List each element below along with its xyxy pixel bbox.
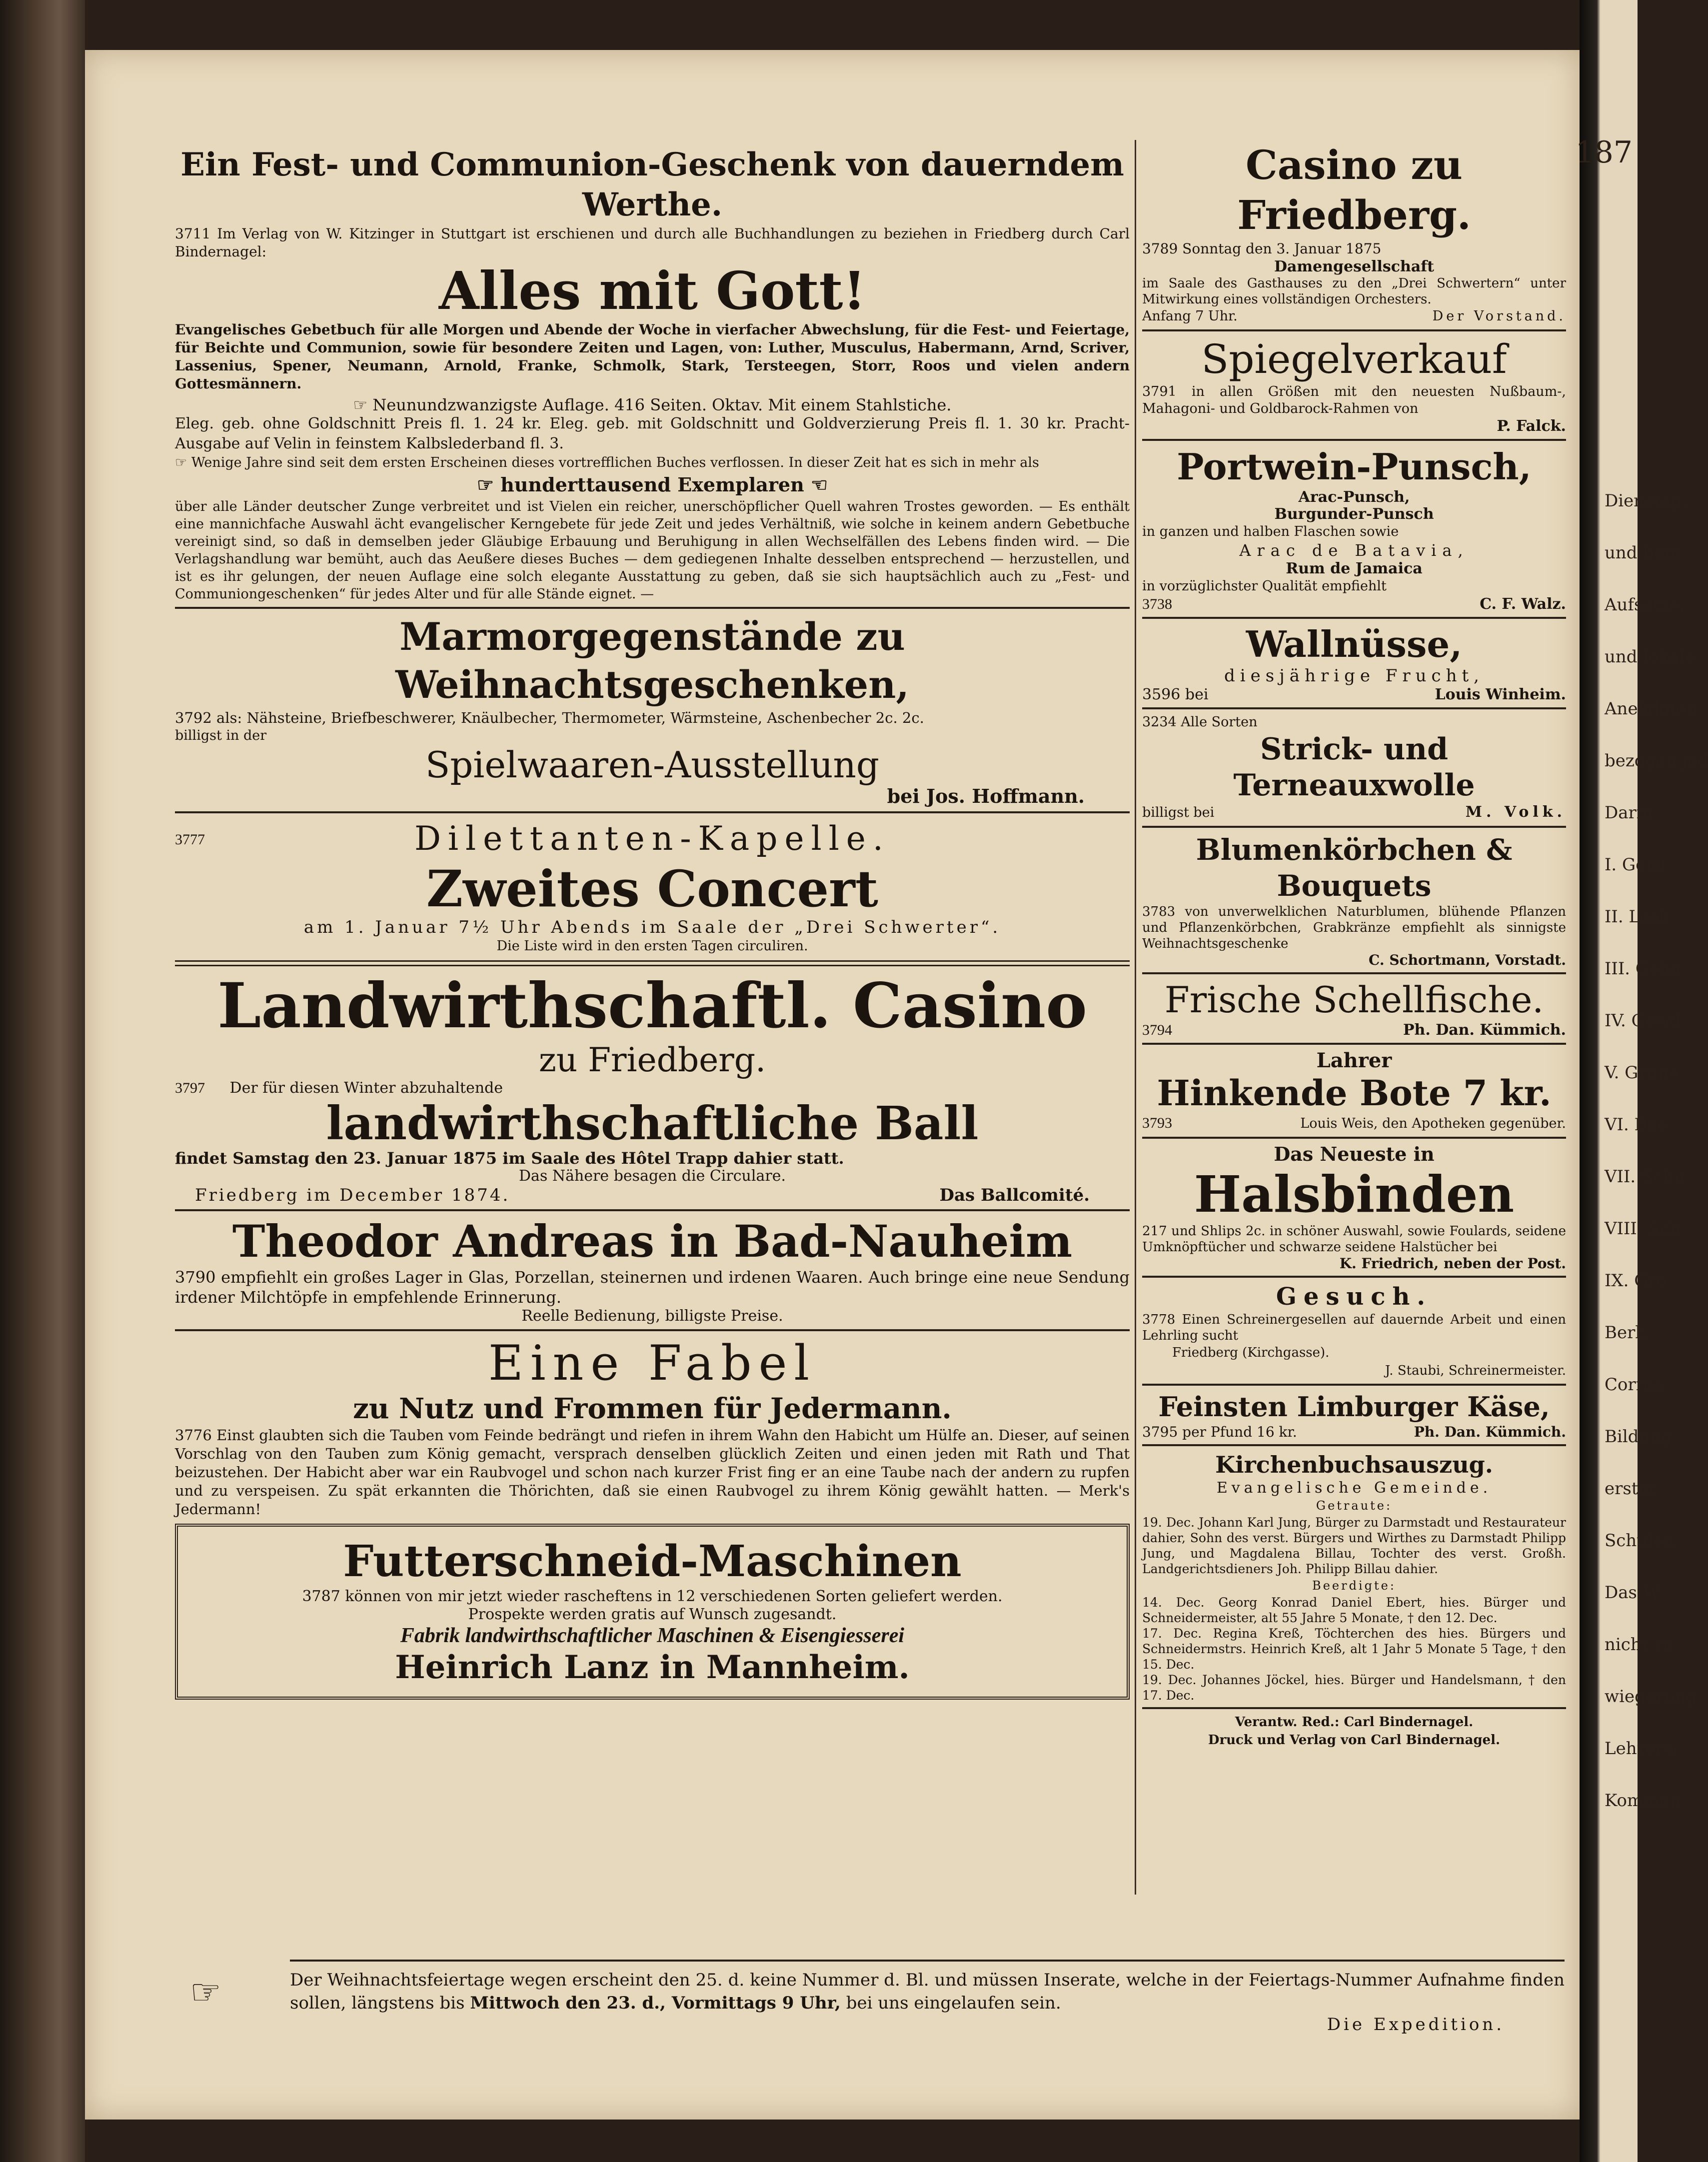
pointing-hand-icon: ☞ (175, 455, 187, 470)
ad-text: 3787 können von mir jetzt wieder rascheftens in 12 verschiedenen Sorten geliefert werden. (302, 1588, 1003, 1605)
register-entry: 19. Dec. Johann Karl Jung, Bürger zu Darmstadt und Restaurateur dahier, Sohn des verst. Bürgers und Wirthes zu Darmstadt Philipp Jung, und Magdalena Billau, Tochter des verst. Großh. Landgerichtsdieners Joh. Philipp Billau dahier. (1142, 1515, 1566, 1576)
edition-line (175, 396, 1130, 414)
edge-word: nicht ve (1605, 1635, 1674, 1655)
ad-footer (1142, 803, 1566, 822)
edge-word: Aufsätze, (1605, 595, 1685, 615)
ad-title: Casino zu Friedberg. (1237, 141, 1471, 238)
pointing-hand-icon: ☞ (190, 1972, 221, 2013)
ad-andreas (175, 1215, 1130, 1325)
ad-fab: Fabrik landwirthschaftlicher Maschinen & Eisengiesserei (400, 1624, 905, 1647)
ad-sign: C. F. Walz. (1480, 595, 1566, 613)
ad-footer (1142, 595, 1566, 613)
ad-footer (175, 1185, 1130, 1205)
divider (175, 1329, 1130, 1331)
ad-number: 3793 (1142, 1115, 1172, 1131)
edge-word: und lokale (1605, 647, 1695, 667)
pointing-hand-icon: ☞ (476, 473, 494, 496)
ad-loc: Friedberg (Kirchgasse). (1172, 1345, 1330, 1360)
ad-cheap: billigst bei (1142, 805, 1215, 820)
edge-word: Berli (1605, 1323, 1647, 1343)
book-title: Alles mit Gott! (438, 260, 866, 321)
ad-pre: Das Neueste in (1274, 1143, 1435, 1165)
register-entry: 14. Dec. Georg Konrad Daniel Ebert, hies. Bürger und Schneidermeister, alt 55 Jahre 5 Monate, † den 12. Dec. (1142, 1595, 1566, 1625)
ad-pre: billigst in der (175, 728, 267, 743)
notice-text (290, 1969, 1565, 2015)
ad-title: Wallnüsse, (1246, 623, 1463, 665)
edge-word: VII. Schu (1605, 1167, 1685, 1187)
ad-sign: P. Falck. (1497, 417, 1566, 435)
edge-word: VIII. Sch (1605, 1219, 1680, 1239)
page-number: 187 (1575, 135, 1633, 170)
ad-number: 3738 (1142, 596, 1172, 612)
ad-note: Prospekte werden gratis auf Wunsch zugesandt. (468, 1606, 837, 1623)
ad-big: Zweites Concert (426, 859, 878, 918)
ad-text: 3792 als: Nähsteine, Briefbeschwerer, Knäulbecher, Thermometer, Wärmsteine, Aschenbecher 2c. 2c. (175, 709, 924, 726)
ad-number: 3797 (175, 1080, 205, 1096)
register-entry: 17. Dec. Regina Kreß, Töchterchen des hies. Bürgers und Schneidermstrs. Heinrich Kreß, alt 1 Jahr 5 Monate 5 Tage, † den 15. Dec. (1142, 1626, 1566, 1672)
ad-title: Eine Fabel (488, 1335, 817, 1391)
ad-sign: Das Ballcomité. (939, 1185, 1090, 1205)
ad-punsch (1142, 445, 1566, 613)
ad-title: Spiegelverkauf (1201, 336, 1507, 382)
ad-sub: zu Nutz und Frommen für Jedermann. (353, 1392, 952, 1425)
ad-big: Spielwaaren-Ausstellung (425, 744, 879, 786)
register-heading-married: Getraute: (1316, 1499, 1393, 1513)
left-column (175, 145, 1130, 1895)
ad-wool (1142, 713, 1566, 822)
edge-word: Kommen (1605, 1791, 1681, 1811)
ad-sign: Der Vorstand. (1432, 308, 1566, 324)
pointing-hand-left-icon: ☜ (810, 473, 828, 496)
ad-title: Futterschneid-Maschinen (343, 1536, 962, 1587)
edge-word: Darm (1605, 803, 1653, 823)
ad-line: am 1. Januar 7½ Uhr Abends im Saale der „Drei Schwerter“. (303, 917, 1001, 937)
ad-footer (1142, 1424, 1566, 1440)
book-description: Evangelisches Gebetbuch für alle Morgen und Abende der Woche in vierfacher Abwechslung, für die Fest- und Feiertage, für Beichte und Communion, sowie für besondere Zeiten und Lagen, von: Luther, Musculus, Habermann, Arnd, Scriver, Lassenius, Spener, Neumann, Arnold, Franke, Schmolk, Stark, Tersteegen, Storr, Roos und vielen andern Gottesmännern. (175, 321, 1130, 392)
highlight-text: hunderttausend Exemplaren (500, 473, 804, 496)
ad-ties (1142, 1143, 1566, 1272)
ad-date: 3789 Sonntag den 3. Januar 1875 (1142, 240, 1382, 257)
ad-sign: Louis Weis, den Apotheken gegenüber. (1300, 1116, 1566, 1131)
ad-gesuch (1142, 1282, 1566, 1380)
ad-title: Halsbinden (1194, 1165, 1515, 1224)
divider (1142, 972, 1566, 974)
ad-sub1: Arac-Punsch, (1298, 488, 1410, 506)
ad-start: Anfang 7 Uhr. (1142, 308, 1238, 324)
ad-big: landwirthschaftliche Ball (326, 1096, 979, 1150)
imprint-printer: Druck und Verlag von Carl Bindernagel. (1208, 1733, 1501, 1748)
ad-title: Frische Schellfische. (1164, 979, 1544, 1021)
price-text: Eleg. geb. ohne Goldschnitt Preis fl. 1. 24 kr. Eleg. geb. mit Goldschnitt und Goldverzierung Preis fl. 1. 30 kr. Pracht-Ausgabe auf Velin in feinstem Kalbslederband fl. 3. (175, 415, 1130, 452)
ad-prayer-book (175, 145, 1130, 603)
ad-footer (1142, 1114, 1566, 1133)
ad-footer (1142, 1021, 1566, 1039)
ad-note: Das Nähere besagen die Circulare. (519, 1167, 786, 1185)
ad-text: 3790 empfiehlt ein großes Lager in Glas, Porzellan, steinernen und irdenen Waaren. Auch bringe eine neue Sendung irdener Milchtöpfe in empfehlende Erinnerung. (175, 1268, 1130, 1307)
ad-fable (175, 1335, 1130, 1519)
ad-footer (1142, 307, 1566, 325)
notice-text-1: Der Weihnachtsfeiertage wegen erscheint den 25. d. keine Nummer d. Bl. und müssen Inserate, welche in der Feiertags-Nummer Aufnahme finden sollen, längstens bis (290, 1970, 1565, 2013)
divider (1142, 617, 1566, 619)
register-sub: Evangelische Gemeinde. (1216, 1479, 1492, 1497)
ad-sub: diesjährige Frucht, (1224, 666, 1484, 686)
edge-word: Bildung (1605, 1427, 1672, 1447)
ad-number: 3794 (1142, 1022, 1172, 1038)
edge-word: IV. Gewd (1605, 1011, 1681, 1031)
ad-sign: bei Jos. Hoffmann. (887, 785, 1085, 807)
ad-title: Hinkende Bote 7 kr. (1157, 1072, 1552, 1114)
divider (1142, 1444, 1566, 1446)
church-register (1142, 1450, 1566, 1749)
ad-sign: M. Volk. (1465, 803, 1566, 821)
ad-text: 3795 per Pfund 16 kr. (1142, 1424, 1297, 1440)
book-spine (0, 0, 85, 2162)
ad-title: Landwirthschaftl. Casino (217, 970, 1087, 1042)
divider (1142, 707, 1566, 709)
divider (1142, 1137, 1566, 1139)
divider (175, 1209, 1130, 1211)
holiday-notice (190, 1960, 1565, 2035)
ad-title: Marmorgegenstände zu Weihnachtsgeschenken, (395, 614, 909, 707)
divider (1142, 1707, 1566, 1709)
ad-bote (1142, 1049, 1566, 1133)
ad-sign: Louis Winheim. (1435, 686, 1566, 703)
ad-footer (1142, 686, 1566, 703)
ad-concert (175, 817, 1130, 955)
ad-text: in ganzen und halben Flaschen sowie (1142, 524, 1399, 539)
ad-text: im Saale des Gasthauses zu den „Drei Schwertern“ unter Mitwirkung eines vollständigen Orchesters. (1142, 276, 1566, 307)
register-title: Kirchenbuchsauszug. (1215, 1451, 1493, 1478)
edge-word: II. Lesk (1605, 907, 1670, 927)
divider (1142, 439, 1566, 441)
ad-pre: Lahrer (1316, 1049, 1392, 1072)
edge-word: Schulen (1605, 1531, 1675, 1551)
ad-fish (1142, 978, 1566, 1039)
ad-sign: K. Friedrich, neben der Post. (1339, 1255, 1566, 1272)
register-heading-buried: Beerdigte: (1312, 1579, 1396, 1593)
ad-title: Ein Fest- und Communion-Geschenk von dauerndem Werthe. (180, 146, 1124, 223)
edge-word: wiegerung (1605, 1687, 1697, 1707)
ad-pre: 3234 Alle Sorten (1142, 714, 1258, 730)
ad-text: 3791 in allen Größen mit den neuesten Nußbaum-, Mahagoni- und Goldbarock-Rahmen von (1142, 384, 1566, 416)
edge-word: Anekdoten, (1605, 699, 1703, 719)
note-text-2: über alle Länder deutscher Zunge verbreitet und ist Vielen ein reicher, unerschöpflicher Quell wahren Trostes geworden. — Es enthält eine mannichfache Auswahl ächt evangelischer Kerngebete für jede Zeit und jedes Verhältniß, wie solche in keinem andern Gebetbuche vereinigt sind, so daß in demselben jeder Gläubige Erbauung und Beruhigung in allen Wechselfällen des Lebens finden wird. — Die Verlagshandlung war bemüht, auch das Aeußere dieses Buches — dem gediegenen Inhalte desselben entsprechend — herzustellen, und ist es ihr gelungen, der neuen Auflage eine solch elegante Ausstattung zu geben, daß sie sich hauptsächlich auch zu „Fest- und Communiongeschenken“ für jedes Alter und für alle Stände eignet. — (175, 499, 1130, 602)
ad-title: Theodor Andreas in Bad-Nauheim (232, 1215, 1073, 1267)
edge-word: III. Geha (1605, 959, 1681, 979)
next-page-edge (1575, 0, 1708, 2162)
ad-title: Gesuch. (1276, 1283, 1433, 1311)
ad-title: Portwein-Punsch, (1177, 445, 1532, 488)
edge-word: I. Geist (1605, 855, 1667, 875)
ad-walnuts (1142, 623, 1566, 703)
edge-word: Corres (1605, 1375, 1663, 1395)
ad-title: Blumenkörbchen & Bouquets (1196, 833, 1513, 903)
divider (1142, 1276, 1566, 1278)
edge-word: Lehrerw (1605, 1739, 1678, 1759)
notice-sign: Die Expedition. (1327, 2015, 1505, 2035)
imprint-editor: Verantw. Red.: Carl Bindernagel. (1235, 1715, 1474, 1730)
ad-name: Heinrich Lanz in Mannheim. (395, 1649, 910, 1686)
highlight-line (175, 472, 1130, 498)
ad-sign: C. Schortmann, Vorstadt. (1369, 952, 1566, 968)
ad-text: 3783 von unverwelklichen Naturblumen, blühende Pflanzen und Pflanzenkörbchen, Grabkränze empfiehlt als sinnigste Weihnachtsgeschenke (1142, 904, 1566, 951)
divider (1142, 826, 1566, 828)
divider (1142, 1043, 1566, 1045)
ad-casino-ball (175, 971, 1130, 1205)
divider (1142, 329, 1566, 331)
ad-text: 3776 Einst glaubten sich die Tauben vom Feinde bedrängt und riefen in ihrem Wahn den Habicht um Hülfe an. Dieser, auf seinen Vorschlag von den Tauben zum König gemacht, versprach denselben glücklich Zeiten und einen jeden mit Rath und That beizustehen. Der Habicht aber war ein Raubvogel und schon nach kurzer Frist fing er an eine Taube nach der andern zu rupfen und zu verspeisen. Zu spät erkannten die Thörichten, daß sie einen Raubvogel zu ihrem König gewählt hatten. — Merk's Jedermann! (175, 1427, 1130, 1518)
ad-sub: Damengesellschaft (1274, 258, 1435, 275)
ad-marble (175, 613, 1130, 807)
ad-sub: zu Friedberg. (538, 1041, 766, 1079)
edition-text: Neunundzwanzigste Auflage. 416 Seiten. Oktav. Mit einem Stahlstiche. (372, 395, 952, 414)
ad-sign: Ph. Dan. Kümmich. (1414, 1424, 1566, 1440)
divider (175, 811, 1130, 813)
ad-sign: Ph. Dan. Kümmich. (1403, 1021, 1566, 1039)
ad-intro: 3711 Im Verlag von W. Kitzinger in Stuttgart ist erschienen und durch alle Buchhandlungen zu beziehen in Friedberg durch Carl Bindernagel: (175, 225, 1130, 260)
notice-deadline: Mittwoch den 23. d., Vormittags 9 Uhr, (470, 1993, 841, 2013)
edge-word: Dienstag, (1605, 491, 1687, 511)
ad-arac: Arac de Batavia, (1239, 541, 1469, 560)
ad-casino (1142, 140, 1566, 325)
ad-note: Reelle Bedienung, billigste Preise. (521, 1307, 783, 1325)
ad-pre-text: Der für diesen Winter abzuhaltende (229, 1079, 503, 1097)
edge-word: und bem (1605, 543, 1680, 563)
divider (1142, 1384, 1566, 1386)
ad-pre (175, 1079, 1130, 1097)
ad-date: Friedberg im December 1874. (195, 1185, 510, 1205)
edge-word: erster (1605, 1479, 1657, 1499)
note-text (175, 454, 1130, 472)
ad-flowers (1142, 832, 1566, 968)
ad-mirror (1142, 335, 1566, 435)
ad-lanz-frame (175, 1524, 1130, 1700)
double-divider (175, 960, 1130, 966)
edge-words (1605, 490, 1708, 1842)
pointing-hand-icon: ☞ (353, 395, 368, 414)
edge-word: IX. Gro (1605, 1271, 1667, 1291)
divider (175, 607, 1130, 609)
ad-sign: J. Staubi, Schreinermeister. (1385, 1363, 1566, 1378)
ad-text: 3778 Einen Schreinergesellen auf dauernde Arbeit und einen Lehrling sucht (1142, 1312, 1566, 1343)
right-column (1135, 140, 1566, 1895)
edge-word: bezogen jed (1605, 751, 1708, 771)
ad-text: 217 und Shlips 2c. in schöner Auswahl, sowie Foulards, seidene Umknöpftücher und schwarze seidene Halstücher bei (1142, 1224, 1566, 1255)
ad-number: 3777 (175, 831, 205, 848)
ad-title: Feinsten Limburger Käse, (1158, 1391, 1550, 1423)
ad-text2: in vorzüglichster Qualität empfiehlt (1142, 578, 1387, 594)
ad-sub2: Burgunder-Punsch (1274, 505, 1434, 523)
edge-word: VI. Bee (1605, 1115, 1667, 1135)
edge-word: Das W (1605, 1583, 1660, 1603)
note-text-1: Wenige Jahre sind seit dem ersten Erscheinen dieses vortrefflichen Buches verflossen. In dieser Zeit hat es sich in mehr als (191, 455, 1039, 470)
ad-cheese (1142, 1390, 1566, 1440)
ad-line: findet Samstag den 23. Januar 1875 im Saale des Hôtel Trapp dahier statt. (175, 1149, 844, 1168)
ad-title: Strick- und Terneauxwolle (1233, 732, 1475, 803)
edge-word: V. Grüne (1605, 1063, 1679, 1083)
ad-rum: Rum de Jamaica (1286, 560, 1423, 577)
ad-note: Die Liste wird in den ersten Tagen circuliren. (496, 938, 808, 954)
ad-title: Dilettanten-Kapelle. (414, 819, 890, 858)
register-entry: 19. Dec. Johannes Jöckel, hies. Bürger und Handelsmann, † den 17. Dec. (1142, 1673, 1566, 1703)
ad-number: 3596 bei (1142, 686, 1209, 703)
notice-text-2: bei uns eingelaufen sein. (846, 1993, 1061, 2013)
